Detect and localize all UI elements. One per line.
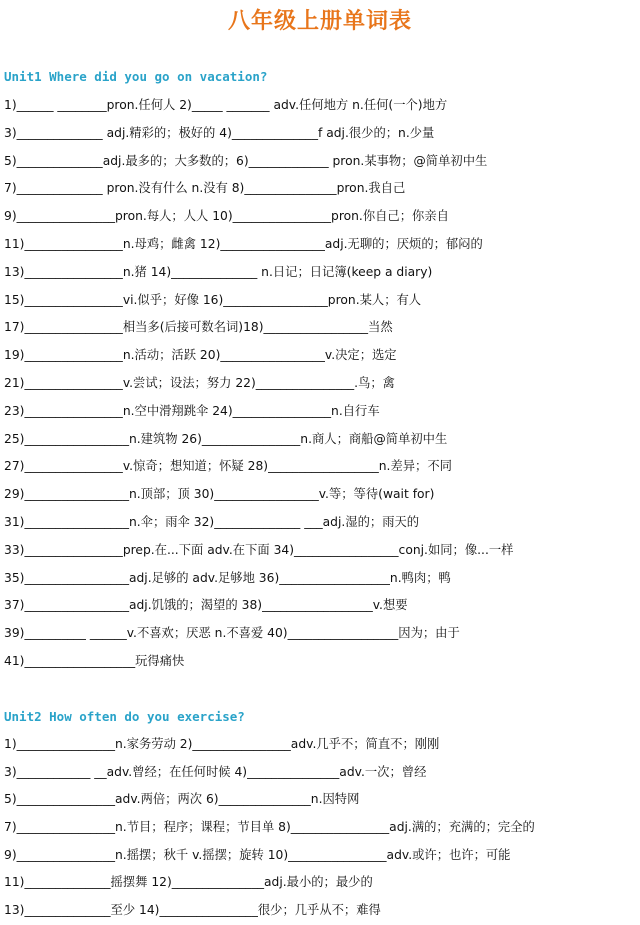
vocab-line: 7)________________n.节目；程序；课程；节目单 8)________________adj.满的；充满的；完全的	[4, 820, 535, 835]
vocab-line: 9)________________pron.每人；人人 10)________________pron.你自己；你亲自	[4, 209, 449, 224]
vocab-line: 39)__________ ______v.不喜欢；厌恶 n.不喜爱 40)__________________因为；由于	[4, 626, 460, 641]
vocab-line: 7)______________ pron.没有什么 n.没有 8)_______________pron.我自己	[4, 181, 406, 196]
vocab-line: 35)_________________adj.足够的 adv.足够地 36)__________________n.鸭肉；鸭	[4, 570, 451, 585]
unit2-heading: Unit2 How often do you exercise?	[4, 709, 245, 724]
vocab-line: 13)________________n.猪 14)______________ n.日记；日记簿(keep a diary)	[4, 264, 433, 279]
vocab-line: 31)_________________n.伞；雨伞 32)______________ ___adj.湿的；雨天的	[4, 514, 420, 529]
vocab-line: 17)________________相当多(后接可数名词)18)_________________当然	[4, 320, 393, 335]
vocab-line: 1)________________n.家务劳动 2)________________adv.几乎不；简直不；刚刚	[4, 737, 440, 751]
vocab-line: 21)________________v.尝试；设法；努力 22)________________.鸟；禽	[4, 375, 395, 390]
vocab-line: 9)________________n.摇摆；秋千 v.摇摆；旋转 10)________________adv.或许；也许；可能	[4, 847, 511, 862]
vocab-line: 11)______________摇摆舞 12)_______________adj.最小的；最少的	[4, 875, 373, 890]
vocab-line: 25)_________________n.建筑物 26)________________n.商人；商船@简单初中生	[4, 431, 448, 446]
vocab-line: 19)________________n.活动；活跃 20)_________________v.决定；选定	[4, 348, 397, 363]
unit1-vocab-list	[4, 92, 636, 676]
vocab-line: 41)__________________玩得痛快	[4, 653, 185, 668]
vocab-line: 3)______________ adj.精彩的；极好的 4)______________f adj.很少的；n.少量	[4, 125, 435, 140]
unit2-vocab-list	[4, 731, 636, 925]
page-title: 八年级上册单词表	[227, 9, 412, 34]
vocab-line: 29)_________________n.顶部；顶 30)_________________v.等；等待(wait for)	[4, 487, 435, 502]
vocab-line: 33)________________prep.在...下面 adv.在下面 34)_________________conj.如同；像...一样	[4, 542, 514, 557]
vocab-line: 37)_________________adj.饥饿的；渴望的 38)__________________v.想要	[4, 598, 408, 613]
vocab-line: 1)______ ________pron.任何人 2)_____ _______ adv.任何地方 n.任何(一个)地方	[4, 98, 448, 112]
vocab-line: 5)________________adv.两倍；两次 6)_______________n.因特网	[4, 792, 360, 807]
unit1-heading: Unit1 Where did you go on vacation?	[4, 69, 268, 84]
vocab-line: 5)______________adj.最多的；大多数的；6)_____________ pron.某事物；@简单初中生	[4, 153, 488, 168]
vocab-line: 15)________________vi.似乎；好像 16)_________________pron.某人；有人	[4, 292, 422, 307]
vocab-line: 23)________________n.空中滑翔跳伞 24)________________n.自行车	[4, 403, 380, 418]
vocab-line: 11)________________n.母鸡；雌禽 12)_________________adj.无聊的；厌烦的；郁闷的	[4, 236, 483, 251]
vocab-line: 13)______________至少 14)________________很少；几乎从不；难得	[4, 903, 381, 918]
vocab-line: 3)____________ __adv.曾经；在任何时候 4)_______________adv.一次；曾经	[4, 764, 427, 779]
vocab-line: 27)________________v.惊奇；想知道；怀疑 28)__________________n.差异；不同	[4, 459, 452, 474]
